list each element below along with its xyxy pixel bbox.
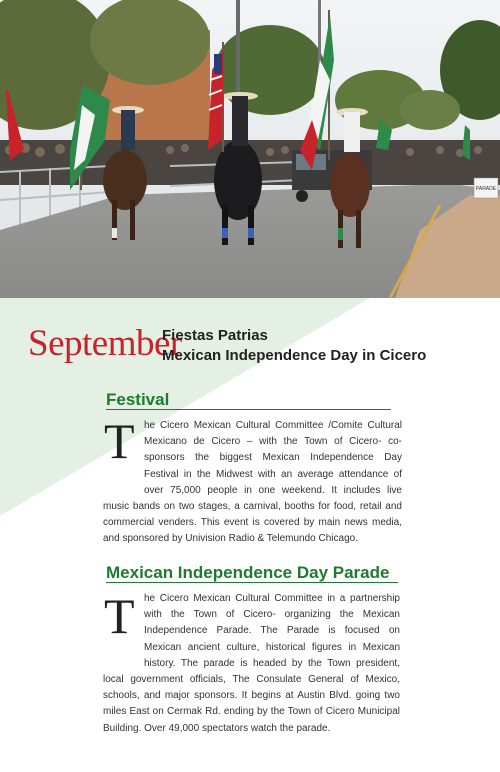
paragraph-line: and sponsored by Univision Radio & Telemundo Chicago. bbox=[103, 533, 358, 545]
heading-line-2: Mexican Independence Day in Cicero bbox=[162, 347, 427, 364]
dropcap-festival: T bbox=[104, 413, 135, 469]
paragraph-line: over 75,000 people in one weekend. It includes live bbox=[144, 484, 402, 496]
festival-paragraph-full bbox=[103, 499, 402, 548]
paragraph-line: he Cicero Mexican Cultural Committee /Comite Cultural bbox=[144, 420, 402, 431]
paragraph-line: Festival in the Midwest with an average attendance of bbox=[144, 468, 402, 480]
paragraph-line: Building. Over 49,000 spectators watch the parade. bbox=[103, 722, 331, 734]
parade-sign-text: PARADE bbox=[475, 186, 497, 192]
paragraph-line: sponsors the biggest Mexican Independence Day bbox=[144, 452, 402, 464]
parade-paragraph-full bbox=[103, 672, 400, 737]
paragraph-line: Mexican ancient culture, historical figures in Mexican bbox=[144, 641, 400, 653]
heading-line-1: Fiestas Patrias bbox=[162, 327, 268, 344]
paragraph-line: miles East on Cermak Rd. ending by the Town of Cicero Municipal bbox=[103, 706, 400, 718]
section-rule-festival bbox=[106, 409, 391, 410]
paragraph-line: he Cicero Mexican Cultural Committee in a partnership bbox=[144, 593, 400, 604]
section-rule-parade bbox=[106, 582, 398, 583]
parade-photo-illustration bbox=[0, 0, 500, 298]
paragraph-line: with the Town of Cicero- organizing the Mexican bbox=[144, 609, 400, 621]
month-title: September bbox=[28, 323, 182, 364]
parade-photo bbox=[0, 0, 500, 298]
parade-paragraph-indented bbox=[144, 591, 400, 672]
section-title-festival: Festival bbox=[106, 390, 170, 409]
paragraph-line: schools, and major sponsors. It begins at Austin Blvd. going two bbox=[103, 690, 400, 702]
paragraph-line: local government officials, The Consulate General of Mexico, bbox=[103, 674, 400, 685]
paragraph-line: Mexicano de Cicero – with the Town of Cicero- co- bbox=[144, 436, 402, 448]
festival-paragraph-indented bbox=[144, 418, 402, 499]
paragraph-line: commercial venders. This event is covered by main news media, bbox=[103, 517, 402, 529]
paragraph-line: Independence Parade. The Parade is focused on bbox=[144, 625, 400, 637]
section-title-parade: Mexican Independence Day Parade bbox=[106, 563, 390, 582]
dropcap-parade: T bbox=[104, 588, 135, 644]
paragraph-line: history. The parade is headed by the Town president, bbox=[144, 657, 400, 669]
paragraph-line: music bands on two stages, a carnival, booths for food, retail and bbox=[103, 501, 402, 512]
